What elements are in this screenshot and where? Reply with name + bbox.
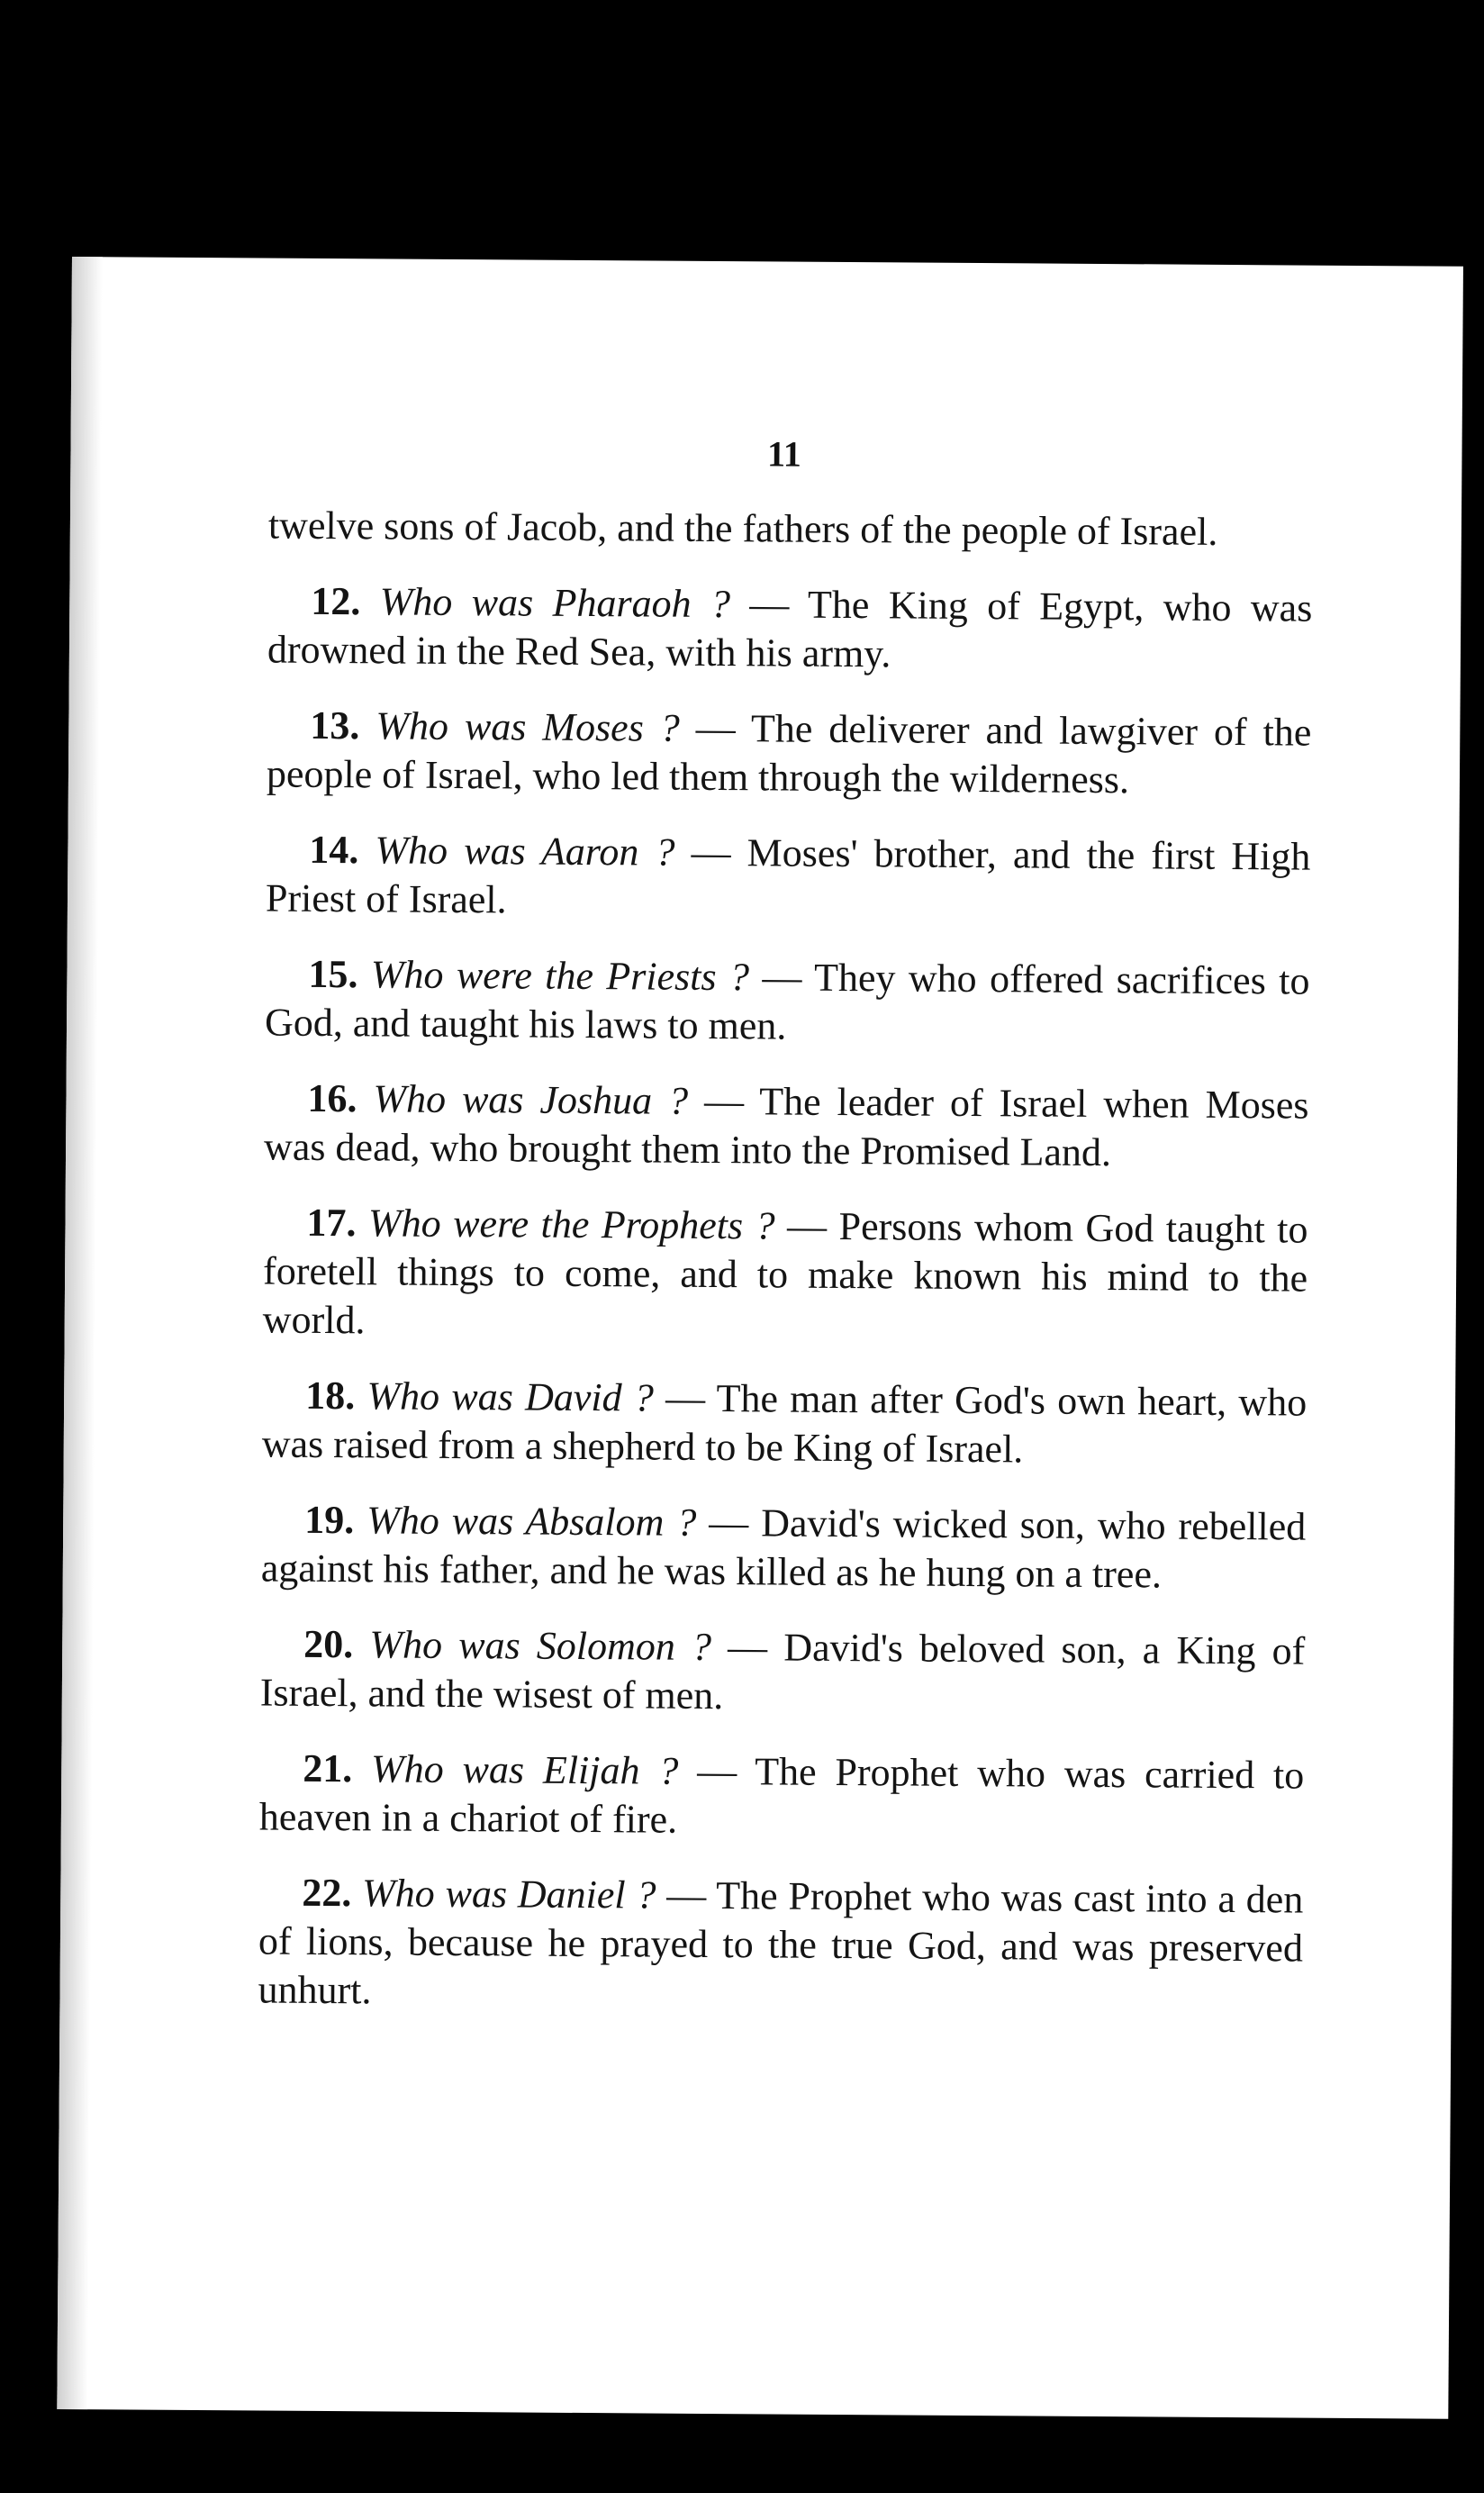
paragraph-continuation [268,502,1313,558]
answer-text: — They who offered sacrifices to God, and taught his laws to men. [264,955,1310,1048]
question-text: Who was Aaron ? [375,828,675,875]
question-text: Who was Solomon ? [369,1622,712,1669]
question-number: 22. [302,1870,352,1916]
answer-text: — David's wicked son, who rebelled against his father, and he was killed as he hung on a tree. [260,1500,1307,1597]
answer-text: twelve sons of Jacob, and the fathers of the people of Israel. [267,503,1218,554]
question-text: Who was Pharaoh ? [379,579,731,627]
answer-text: — Moses' brother, and the first High Priest of Israel. [265,829,1311,922]
paragraph-14 [266,826,1311,930]
answer-text: — David's beloved son, a King of Israel, and the wisest of men. [259,1625,1306,1718]
question-number: 12. [311,578,361,624]
question-number: 20. [303,1621,354,1667]
answer-text: — The King of Egypt, who was drowned in the Red Sea, with his army. [267,582,1313,676]
paragraph-12 [267,577,1313,682]
page-body [258,502,1313,2049]
answer-text: — The man after God's own heart, who was raised from a shepherd to be King of Israel. [261,1375,1308,1472]
question-text: Who was Joshua ? [373,1076,689,1123]
question-number: 13. [310,703,360,748]
question-text: Who were the Priests ? [370,952,750,1000]
paragraph-18 [262,1372,1308,1476]
question-number: 18. [305,1373,356,1419]
paragraph-16 [264,1074,1309,1179]
paragraph-17 [263,1199,1308,1352]
paragraph-21 [259,1744,1305,1848]
paragraph-19 [261,1496,1307,1600]
question-number: 21. [303,1745,353,1791]
paragraph-13 [267,702,1312,806]
paragraph-20 [260,1619,1306,1724]
question-number: 14. [309,827,359,873]
question-number: 19. [304,1497,355,1543]
answer-text: — The deliverer and lawgiver of the people of Israel, who led them through the wilderness. [266,705,1312,802]
paragraph-22 [258,1868,1303,2021]
question-text: Who was Moses ? [376,703,680,750]
paragraph-15 [265,950,1310,1055]
question-text: Who were the Prophets ? [367,1201,775,1248]
answer-text: — The leader of Israel when Moses was dead, who brought them into the Promised Land. [263,1078,1309,1175]
question-text: Who was Elijah ? [370,1746,679,1793]
question-text: Who was Absalom ? [366,1498,697,1545]
book-page [57,257,1463,2419]
answer-text: — The Prophet who was carried to heaven in a chariot of fire. [258,1748,1305,1842]
answer-text: — Persons whom God taught to foretell things to come, and to make known his mind to the world. [262,1203,1308,1343]
question-text: Who was Daniel ? [361,1871,656,1917]
question-text: Who was David ? [366,1373,655,1420]
answer-text: — The Prophet who was cast into a den of lions, because he prayed to the true God, and was preserved unhurt. [258,1872,1304,2013]
question-number: 16. [307,1075,357,1121]
page-spine-shadow [57,257,103,2409]
question-number: 17. [306,1200,357,1246]
question-number: 15. [308,951,358,997]
page-number: 11 [766,433,802,475]
